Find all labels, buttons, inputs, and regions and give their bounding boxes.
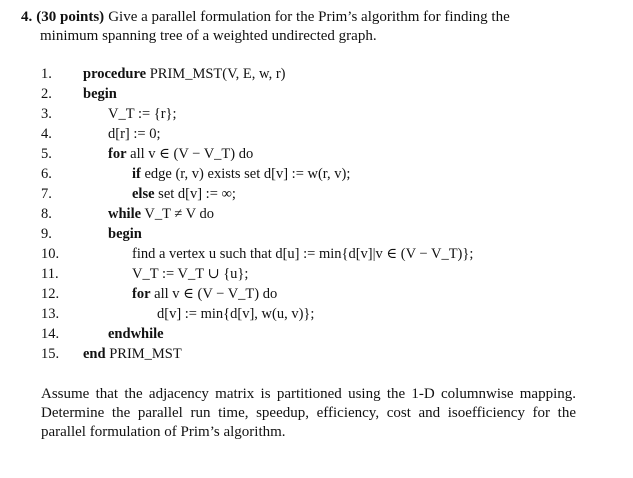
code-text [108, 124, 160, 144]
line-number: 10. [41, 246, 60, 262]
statement: V_T := V_T ∪ {u}; [132, 266, 249, 282]
problem-text-line1: Give a parallel formulation for the Prim’s algorithm for finding the [108, 9, 510, 25]
code-text [83, 64, 285, 84]
assumption-paragraph: Assume that the adjacency matrix is partitioned using the 1-D columnwise mapping. Determine the parallel run time, speedup, efficiency, cost and isoefficiency for the parallel formulation of Prim’s algorithm. [41, 386, 576, 440]
statement: V_T ≠ V do [141, 206, 214, 222]
algorithm-listing [41, 64, 601, 364]
algorithm-line [41, 284, 601, 304]
keyword: begin [83, 86, 117, 102]
line-number: 12. [41, 286, 60, 302]
code-text [132, 244, 473, 264]
keyword: for [132, 286, 151, 302]
algorithm-line [41, 144, 601, 164]
keyword: begin [108, 226, 142, 242]
line-number: 15. [41, 346, 60, 362]
line-number: 6. [41, 166, 52, 182]
statement: PRIM_MST [105, 346, 182, 362]
code-text [108, 324, 164, 344]
line-number: 3. [41, 106, 52, 122]
line-number: 14. [41, 326, 60, 342]
keyword: end [83, 346, 106, 362]
code-text [108, 144, 253, 164]
algorithm-line [41, 184, 601, 204]
code-text [108, 224, 142, 244]
statement: all v ∈ (V − V_T) do [126, 146, 254, 162]
statement: d[r] := 0; [108, 126, 161, 142]
problem-number: 4. [21, 9, 33, 25]
keyword: procedure [83, 66, 147, 82]
code-text [108, 204, 214, 224]
line-number: 8. [41, 206, 52, 222]
statement: all v ∈ (V − V_T) do [150, 286, 278, 302]
problem-text-line2: minimum spanning tree of a weighted undirected graph. [40, 28, 377, 44]
algorithm-line [41, 204, 601, 224]
code-text [132, 264, 248, 284]
code-text [108, 104, 177, 124]
algorithm-line [41, 84, 601, 104]
algorithm-line [41, 324, 601, 344]
statement: find a vertex u such that d[u] := min{d[v]|v ∈ (V − V_T)}; [132, 246, 474, 262]
statement: V_T := {r}; [108, 106, 177, 122]
problem-points: (30 points) [36, 9, 105, 25]
statement: set d[v] := ∞; [154, 186, 236, 202]
algorithm-line [41, 244, 601, 264]
keyword: while [108, 206, 142, 222]
algorithm-line [41, 124, 601, 144]
line-number: 9. [41, 226, 52, 242]
code-text [132, 184, 236, 204]
line-number: 5. [41, 146, 52, 162]
algorithm-line [41, 344, 601, 364]
algorithm-line [41, 304, 601, 324]
statement: d[v] := min{d[v], w(u, v)}; [157, 306, 315, 322]
keyword: endwhile [108, 326, 164, 342]
line-number: 2. [41, 86, 52, 102]
statement: PRIM_MST(V, E, w, r) [146, 66, 286, 82]
code-text [83, 84, 117, 104]
code-text [132, 284, 277, 304]
code-text [132, 164, 350, 184]
algorithm-line [41, 164, 601, 184]
algorithm-line [41, 264, 601, 284]
code-text [83, 344, 182, 364]
line-number: 4. [41, 126, 52, 142]
keyword: for [108, 146, 127, 162]
statement: edge (r, v) exists set d[v] := w(r, v); [140, 166, 351, 182]
algorithm-line [41, 104, 601, 124]
line-number: 11. [41, 266, 59, 282]
keyword: else [132, 186, 155, 202]
code-text [157, 304, 314, 324]
keyword: if [132, 166, 141, 182]
algorithm-line [41, 224, 601, 244]
algorithm-line [41, 64, 601, 84]
line-number: 13. [41, 306, 60, 322]
line-number: 1. [41, 66, 52, 82]
problem-statement [21, 8, 591, 46]
line-number: 7. [41, 186, 52, 202]
